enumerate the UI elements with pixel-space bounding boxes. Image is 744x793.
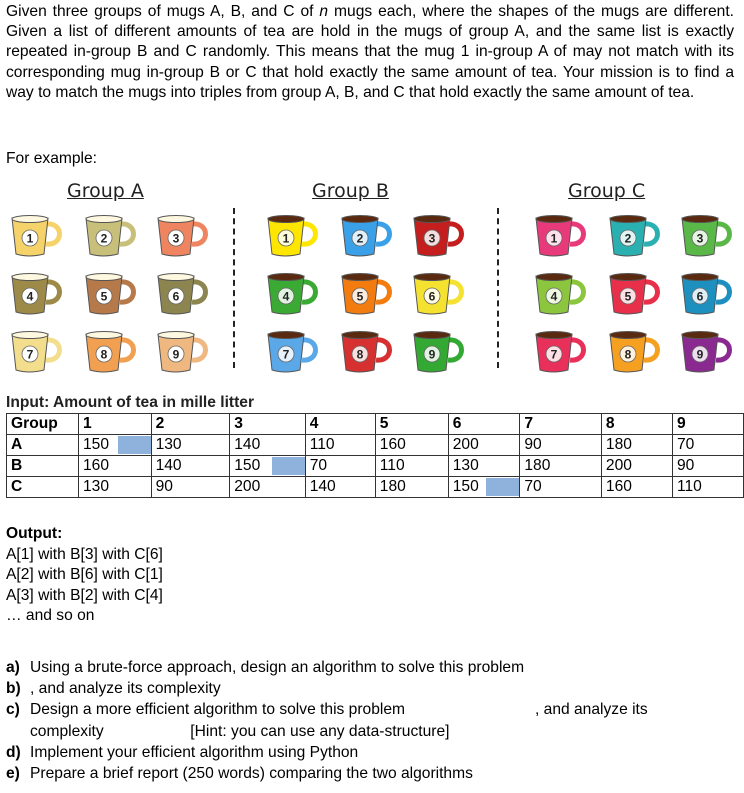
mug-number: 5 bbox=[100, 289, 108, 304]
mug-number: 9 bbox=[428, 347, 436, 362]
value-text: 140 bbox=[309, 478, 336, 495]
table-row bbox=[7, 435, 744, 456]
intro-text-2: mugs each, where the shapes of the mugs are different. Given a list of different amounts of tea are hold in the mugs of group A, and the same list is exactly repeated in-group B and C randomly. This means that the mug 1 in-group A of may not match with its corresponding mug in-group B or C that hold exactly the same amount of tea. Your mission is to find a way to match the mugs into triples from group A, B, and C that hold exactly the same amount of tea. bbox=[6, 3, 734, 101]
mug-number: 6 bbox=[172, 289, 180, 304]
value-cell bbox=[151, 456, 230, 477]
table-header-row bbox=[7, 414, 744, 435]
value-cell bbox=[672, 435, 743, 456]
task-letter: d) bbox=[6, 743, 21, 761]
mug-number: 1 bbox=[26, 231, 34, 246]
header-cell: 3 bbox=[230, 414, 305, 435]
value-text: 150 bbox=[83, 436, 110, 453]
header-cell: 4 bbox=[305, 414, 375, 435]
tea-amount-table bbox=[6, 413, 744, 498]
task-text: , and analyze its complexity bbox=[30, 680, 221, 698]
value-text: 90 bbox=[676, 457, 695, 474]
group-cell: A bbox=[7, 435, 79, 456]
mug-icon bbox=[680, 214, 736, 260]
problem-statement bbox=[6, 2, 734, 103]
output-line: A[1] with B[3] with C[6] bbox=[6, 545, 163, 563]
task-letter: b) bbox=[6, 680, 21, 698]
output-line: A[2] with B[6] with C[1] bbox=[6, 566, 163, 583]
group-a-title: Group A bbox=[67, 180, 144, 202]
value-text: 70 bbox=[676, 436, 695, 453]
input-title: Input: Amount of tea in mille litter bbox=[6, 394, 255, 411]
mug-icon bbox=[412, 330, 468, 376]
output-title: Output: bbox=[6, 525, 63, 542]
value-cell bbox=[305, 477, 375, 498]
mug-icon bbox=[608, 330, 664, 376]
mug-icon bbox=[84, 330, 140, 376]
mug-icon bbox=[10, 214, 66, 260]
table-row bbox=[7, 477, 744, 498]
output-line: … and so on bbox=[6, 607, 95, 624]
header-cell: 2 bbox=[151, 414, 230, 435]
mug-number: 6 bbox=[428, 289, 436, 304]
header-cell: 7 bbox=[520, 414, 602, 435]
header-cell: 9 bbox=[672, 414, 743, 435]
mug-icon bbox=[10, 272, 66, 318]
mug-icon bbox=[534, 272, 590, 318]
value-text: 160 bbox=[83, 457, 110, 474]
header-cell: Group bbox=[7, 414, 79, 435]
mug-number: 8 bbox=[100, 347, 108, 362]
mug-number: 6 bbox=[696, 289, 704, 304]
value-text: 150 bbox=[234, 457, 261, 474]
mug-icon bbox=[340, 330, 396, 376]
mug-icon bbox=[534, 330, 590, 376]
value-cell bbox=[375, 435, 448, 456]
task-item bbox=[6, 742, 726, 763]
value-cell bbox=[520, 456, 602, 477]
mug-number: 5 bbox=[356, 289, 364, 304]
mug-icon bbox=[680, 330, 736, 376]
value-text: 90 bbox=[155, 478, 173, 495]
mug-icon bbox=[266, 272, 322, 318]
value-cell bbox=[79, 477, 152, 498]
mug-number: 7 bbox=[26, 347, 34, 362]
task-item bbox=[6, 678, 726, 699]
value-cell bbox=[448, 435, 520, 456]
header-cell: 1 bbox=[79, 414, 152, 435]
value-cell bbox=[375, 477, 448, 498]
mug-number: 7 bbox=[282, 347, 290, 362]
value-cell bbox=[305, 456, 375, 477]
value-cell bbox=[601, 456, 672, 477]
task-text: Using a brute-force approach, design an algorithm to solve this problem bbox=[30, 659, 525, 676]
header-cell: 8 bbox=[601, 414, 672, 435]
mug-number: 4 bbox=[282, 289, 290, 304]
value-text: 150 bbox=[452, 478, 479, 495]
mug-number: 9 bbox=[172, 347, 180, 362]
value-text: 180 bbox=[379, 478, 406, 495]
table-row bbox=[7, 456, 744, 477]
mug-number: 3 bbox=[428, 231, 436, 246]
group-b-title: Group B bbox=[312, 180, 389, 202]
group-cell: C bbox=[7, 477, 79, 498]
mug-icon bbox=[10, 330, 66, 376]
value-cell bbox=[79, 456, 152, 477]
mug-icon bbox=[156, 272, 212, 318]
mug-icon bbox=[340, 214, 396, 260]
task-item bbox=[6, 699, 720, 741]
value-text: 90 bbox=[524, 436, 542, 453]
task-text: Design a more efficient algorithm to solve this problem , and analyze its complexity [Hint: you can use any data-structure] bbox=[30, 701, 653, 740]
value-cell bbox=[520, 477, 602, 498]
mug-number: 7 bbox=[550, 347, 558, 362]
mug-icon bbox=[608, 272, 664, 318]
mug-icon bbox=[412, 272, 468, 318]
value-cell bbox=[230, 435, 305, 456]
mug-icon bbox=[608, 214, 664, 260]
value-text: 70 bbox=[524, 478, 542, 495]
value-text: 130 bbox=[155, 436, 182, 453]
mug-icon bbox=[84, 272, 140, 318]
value-text: 200 bbox=[452, 436, 479, 453]
task-item bbox=[6, 657, 726, 678]
mug-number: 4 bbox=[550, 289, 558, 304]
mug-icon bbox=[340, 272, 396, 318]
mug-icon bbox=[156, 214, 212, 260]
value-cell bbox=[230, 456, 305, 477]
output-line: A[3] with B[2] with C[4] bbox=[6, 586, 163, 604]
value-cell bbox=[151, 477, 230, 498]
output-section bbox=[6, 524, 163, 627]
highlight-marker bbox=[118, 436, 151, 454]
value-text: 200 bbox=[605, 457, 632, 474]
mug-icon bbox=[84, 214, 140, 260]
divider-a-b bbox=[233, 208, 235, 368]
value-cell bbox=[375, 456, 448, 477]
group-c-title: Group C bbox=[568, 180, 646, 202]
task-list bbox=[6, 657, 726, 784]
value-cell bbox=[520, 435, 602, 456]
value-cell bbox=[230, 477, 305, 498]
header-cell: 6 bbox=[448, 414, 520, 435]
value-text: 140 bbox=[155, 457, 182, 474]
value-text: 70 bbox=[309, 457, 328, 474]
mug-number: 4 bbox=[26, 289, 34, 304]
mug-icon bbox=[266, 214, 322, 260]
highlight-marker bbox=[486, 478, 519, 496]
value-cell bbox=[601, 477, 672, 498]
mug-number: 3 bbox=[172, 231, 180, 246]
value-cell bbox=[448, 456, 520, 477]
mug-number: 8 bbox=[356, 347, 364, 362]
mug-number: 1 bbox=[282, 231, 290, 246]
mug-icon bbox=[412, 214, 468, 260]
highlight-marker bbox=[272, 457, 305, 475]
value-cell bbox=[448, 477, 520, 498]
value-text: 200 bbox=[234, 478, 261, 495]
value-text: 130 bbox=[452, 457, 479, 474]
task-item bbox=[6, 763, 726, 784]
value-text: 140 bbox=[234, 436, 261, 453]
value-cell bbox=[151, 435, 230, 456]
task-letter: c) bbox=[6, 701, 20, 719]
value-text: 130 bbox=[83, 478, 110, 495]
mug-number: 9 bbox=[696, 347, 704, 362]
task-letter: a) bbox=[6, 659, 20, 676]
task-text: Implement your efficient algorithm using Python bbox=[30, 743, 359, 761]
mug-number: 1 bbox=[550, 231, 558, 246]
value-text: 160 bbox=[379, 436, 406, 453]
header-cell: 5 bbox=[375, 414, 448, 435]
mug-number: 5 bbox=[624, 289, 632, 304]
task-text: Prepare a brief report (250 words) comparing the two algorithms bbox=[30, 765, 473, 783]
value-text: 110 bbox=[379, 457, 405, 474]
value-cell bbox=[672, 456, 743, 477]
intro-text-1: Given three groups of mugs A, B, and C of bbox=[6, 3, 320, 20]
value-text: 110 bbox=[676, 478, 702, 495]
divider-b-c bbox=[497, 208, 499, 368]
value-cell bbox=[601, 435, 672, 456]
mug-number: 3 bbox=[696, 231, 704, 246]
value-cell bbox=[79, 435, 152, 456]
value-text: 180 bbox=[524, 457, 551, 474]
value-text: 160 bbox=[605, 478, 632, 495]
mug-number: 2 bbox=[624, 231, 632, 246]
task-letter: e) bbox=[6, 765, 20, 783]
group-cell: B bbox=[7, 456, 79, 477]
value-cell bbox=[305, 435, 375, 456]
mug-icon bbox=[266, 330, 322, 376]
mug-number: 2 bbox=[356, 231, 364, 246]
mug-icon bbox=[534, 214, 590, 260]
value-text: 110 bbox=[309, 436, 335, 453]
mug-number: 8 bbox=[624, 347, 632, 362]
value-text: 180 bbox=[605, 436, 632, 453]
example-label: For example: bbox=[6, 150, 97, 167]
intro-n: n bbox=[319, 3, 329, 20]
value-cell bbox=[672, 477, 743, 498]
mug-icon bbox=[156, 330, 212, 376]
mug-icon bbox=[680, 272, 736, 318]
mug-number: 2 bbox=[100, 231, 108, 246]
